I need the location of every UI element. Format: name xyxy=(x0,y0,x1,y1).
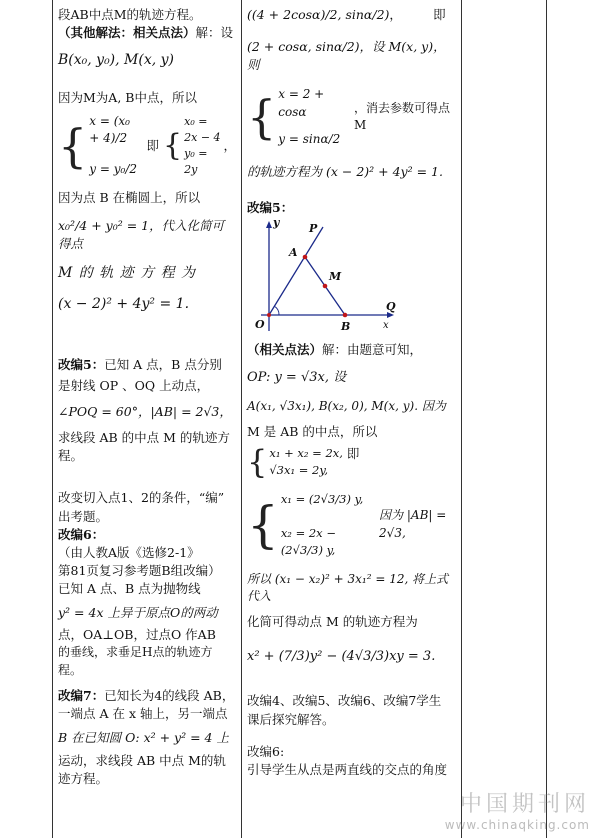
line-2: （其他解法：相关点法）解：设 xyxy=(58,25,234,41)
gb5-line-e: 程。 xyxy=(58,448,84,464)
line-4: 因为M为A, B中点，所以 xyxy=(58,89,197,105)
fig-label-b: B xyxy=(341,319,351,333)
left-column xyxy=(58,6,236,788)
table-divider-2 xyxy=(461,0,462,838)
mid-line-11: 化简可得动点 M 的轨迹方程为 xyxy=(247,614,418,630)
watermark-url: www.chinaqking.com xyxy=(444,818,590,832)
system-4 xyxy=(247,491,457,559)
point-o xyxy=(267,313,271,317)
brace: { xyxy=(247,442,268,481)
brace: { xyxy=(247,495,279,554)
brace: { xyxy=(247,90,277,145)
angle-arc xyxy=(274,306,279,315)
system-param xyxy=(247,86,457,148)
gb6-line-f: 的垂线，求垂足H点的轨迹方程。 xyxy=(58,645,213,677)
mid-line-13: 改编4、改编5、改编6、改编7学生 xyxy=(247,693,442,709)
line-5: 因为点 B 在椭圆上，所以 xyxy=(58,189,201,205)
mid-line-7: M 是 AB 的中点，所以 xyxy=(247,424,378,440)
gb7-line-e: 迹方程。 xyxy=(58,770,109,786)
gb6-line-c: 已知 A 点、B 点为抛物线 xyxy=(58,581,201,597)
mid-line-14: 课后探究解答。 xyxy=(247,711,335,727)
mid-line-16: 引导学生从点是两直线的交点的角度 xyxy=(247,761,448,777)
sys4-row-a: x₁ = (2√3/3) y, xyxy=(280,491,364,506)
gb5-line-c: ∠POQ = 60°，|AB| = 2√3， xyxy=(58,404,232,420)
fig-label-y: y xyxy=(273,215,280,229)
line-7: M 的 轨 迹 方 程 为 xyxy=(58,265,197,282)
point-m xyxy=(323,283,328,288)
watermark xyxy=(445,787,590,832)
fig-label-q: Q xyxy=(386,299,396,313)
gb6-line-d: y² = 4x 上异于原点O的两动 xyxy=(58,605,218,621)
system-1 xyxy=(58,113,236,179)
table-divider-1 xyxy=(241,0,242,838)
ji-label-2: 即 xyxy=(346,446,360,462)
geometry-figure xyxy=(247,215,407,337)
fig-label-p: P xyxy=(309,221,318,235)
sys4-row-b: x₂ = 2x − (2√3/3) y, xyxy=(280,526,336,557)
fig-label-o: O xyxy=(255,317,265,331)
comma: ， xyxy=(223,137,236,153)
gb7-line-d: 运动，求线段 AB 中点 M的轨 xyxy=(58,752,226,768)
sys3-row-a: x₁ + x₂ = 2x, xyxy=(269,446,343,461)
mid-line-4: （相关点法）解：由题意可知， xyxy=(247,341,423,357)
gb7-line-b: 一端点 A 在 x 轴上，另一端点 xyxy=(58,706,228,722)
gb5-line-d: 求线段 AB 的中点 M 的轨迹方 xyxy=(58,430,230,446)
gb6-line-b: 第81页复习参考题B组改编） xyxy=(58,562,221,578)
sys3-row-b: √3x₁ = 2y, xyxy=(269,462,328,477)
brace: { xyxy=(58,118,88,173)
table-right-border xyxy=(546,0,547,838)
line-1: 段AB中点M的轨迹方程。 xyxy=(58,7,202,22)
line-6: x₀²/4 + y₀² = 1，代入化简可得点 xyxy=(58,217,225,252)
sys2-row-b: y₀ = 2y xyxy=(184,146,208,176)
gb7-line-a: 改编7：已知长为4的线段 AB， xyxy=(58,688,235,704)
mid-line-10: 所以 (x₁ − x₂)² + 3x₁² = 12, 将上式代入 xyxy=(247,571,449,604)
param-row-b: y = sinα/2 xyxy=(278,132,341,147)
mid-line-15: 改编6: xyxy=(247,743,285,759)
point-a xyxy=(303,254,308,259)
change-line-a: 改变切入点1、2的条件，“编” xyxy=(58,490,225,506)
gb5-line-a: 改编5：已知 A 点，B 点分别 xyxy=(58,356,222,372)
point-b xyxy=(343,312,348,317)
fig-label-x: x xyxy=(383,319,389,331)
gb5-line-b: 是射线 OP 、OQ 上动点， xyxy=(58,377,210,393)
middle-column xyxy=(247,6,457,779)
system-3 xyxy=(247,442,457,481)
sys2-row-a: x₀ = 2x − 4 xyxy=(184,114,221,144)
mid-line-3: 的轨迹方程为 (x − 2)² + 4y² = 1. xyxy=(247,163,443,179)
mid-line-5: OP: y = √3x, 设 xyxy=(247,369,347,385)
sys1-row-b: y = y₀/2 xyxy=(89,162,138,177)
line-3: B(x₀, y₀), M(x, y) xyxy=(58,52,175,69)
mid-line-1: ((4 + 2cosα)/2, sinα/2)， 即 xyxy=(247,7,446,22)
ab-condition: 因为 |AB| = 2√3, xyxy=(379,508,447,540)
fig-label-m: M xyxy=(329,269,342,283)
param-tail: ，消去参数可得点 M xyxy=(353,101,450,133)
gb6-line-e: 点，OA⊥OB，过点O 作AB xyxy=(58,627,216,643)
sys1-row-a: x = (x₀ + 4)/2 xyxy=(89,113,130,146)
gb7-line-c: B 在已知圆 O: x² + y² = 4 上 xyxy=(58,730,229,746)
mid-line-12: x² + (7/3)y² − (4√3/3)xy = 3. xyxy=(247,648,436,664)
table-left-border xyxy=(52,0,53,838)
fig-label-a: A xyxy=(289,245,298,259)
mid-gb5-label: 改编5： xyxy=(247,199,294,215)
watermark-cn: 中国期刊网 xyxy=(459,792,590,817)
change-line-b: 出考题。 xyxy=(58,508,109,524)
param-row-a: x = 2 + cosα xyxy=(278,87,325,119)
ji-label: 即 xyxy=(146,137,160,153)
line-8: (x − 2)² + 4y² = 1. xyxy=(58,295,190,312)
brace: { xyxy=(163,127,183,163)
y-axis-arrow xyxy=(266,221,272,228)
mid-line-6: A(x₁, √3x₁), B(x₂, 0), M(x, y). 因为 xyxy=(247,398,446,413)
gb6-line-a: 改编6：（由人教A版《选修2-1》 xyxy=(58,526,200,560)
mid-line-2: (2 + cosα, sinα/2)，设 M(x, y)，则 xyxy=(247,39,446,73)
